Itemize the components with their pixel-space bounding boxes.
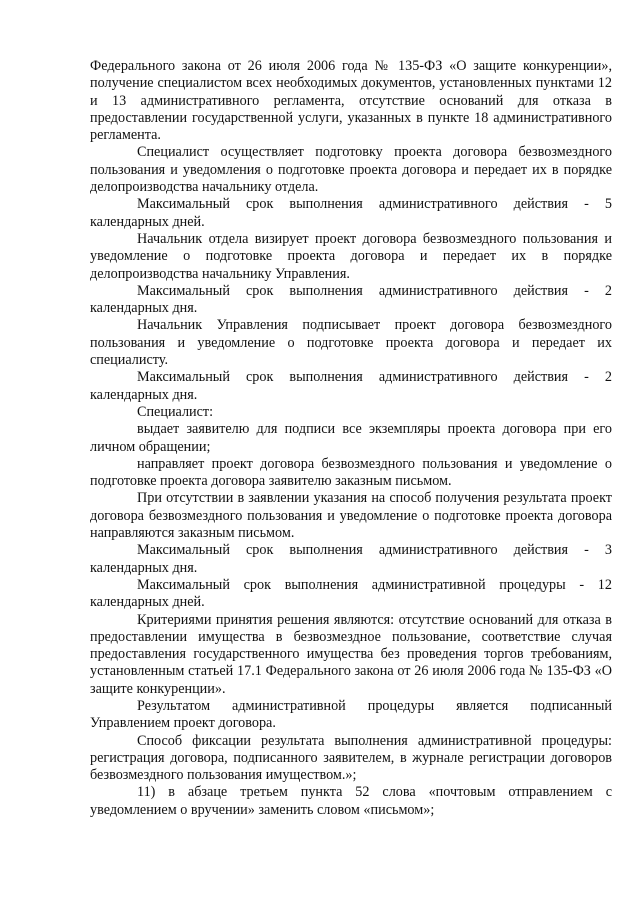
paragraph-15: Результатом административной процедуры является подписанный Управлением проект договора. bbox=[90, 697, 612, 732]
paragraph-2: Специалист осуществляет подготовку проекта договора безвозмездного пользования и уведомления о подготовке проекта договора и передает их в порядке делопроизводства начальнику отдела. bbox=[90, 144, 612, 196]
paragraph-12: Максимальный срок выполнения административного действия - 3 календарных дня. bbox=[90, 542, 612, 576]
paragraph-13: Максимальный срок выполнения административной процедуры - 12 календарных дней. bbox=[90, 576, 612, 611]
paragraph-10: направляет проект договора безвозмездного пользования и уведомление о подготовке проекта договора заявителю заказным письмом. bbox=[90, 455, 612, 490]
paragraph-14: Критериями принятия решения являются: отсутствие оснований для отказа в предоставлении имущества в безвозмездное пользование, соответствие случая предоставления государственного имущества без проведения торгов требованиям, установленным статьей 17.1 Федерального закона от 26 июля 2006 года № 135-ФЗ «О защите конкуренции». bbox=[90, 611, 612, 697]
paragraph-4: Начальник отдела визирует проект договора безвозмездного пользования и уведомление о подготовке проекта договора и передает их в порядке делопроизводства начальнику Управления. bbox=[90, 230, 612, 282]
paragraph-3: Максимальный срок выполнения административного действия - 5 календарных дней. bbox=[90, 196, 612, 230]
paragraph-8: Специалист: bbox=[137, 403, 214, 420]
paragraph-6: Начальник Управления подписывает проект договора безвозмездного пользования и уведомление о подготовке проекта договора и передает их специалисту. bbox=[90, 317, 612, 369]
paragraph-7: Максимальный срок выполнения административного действия - 2 календарных дня. bbox=[90, 369, 612, 403]
paragraph-1: Федерального закона от 26 июля 2006 года № 135-ФЗ «О защите конкуренции», получение специалистом всех необходимых документов, установленных пунктами 12 и 13 административного регламента, отсутствие оснований для отказа в предоставлении государственной услуги, указанных в пункте 18 административного регламента. bbox=[90, 58, 612, 144]
paragraph-17: 11) в абзаце третьем пункта 52 слова «почтовым отправлением с уведомлением о вручении» заменить словом «письмом»; bbox=[90, 784, 612, 818]
paragraph-11: При отсутствии в заявлении указания на способ получения результата проект договора безвозмездного пользования и уведомление о подготовке проекта договора направляются заказным письмом. bbox=[90, 490, 612, 542]
paragraph-5: Максимальный срок выполнения административного действия - 2 календарных дня. bbox=[90, 282, 612, 317]
document-page bbox=[90, 58, 612, 819]
paragraph-9: выдает заявителю для подписи все экземпляры проекта договора при его личном обращении; bbox=[90, 421, 612, 455]
paragraph-16: Способ фиксации результата выполнения административной процедуры: регистрация договора, подписанного заявителем, в журнале регистрации договоров безвозмездного пользования имуществом.»; bbox=[90, 732, 612, 784]
